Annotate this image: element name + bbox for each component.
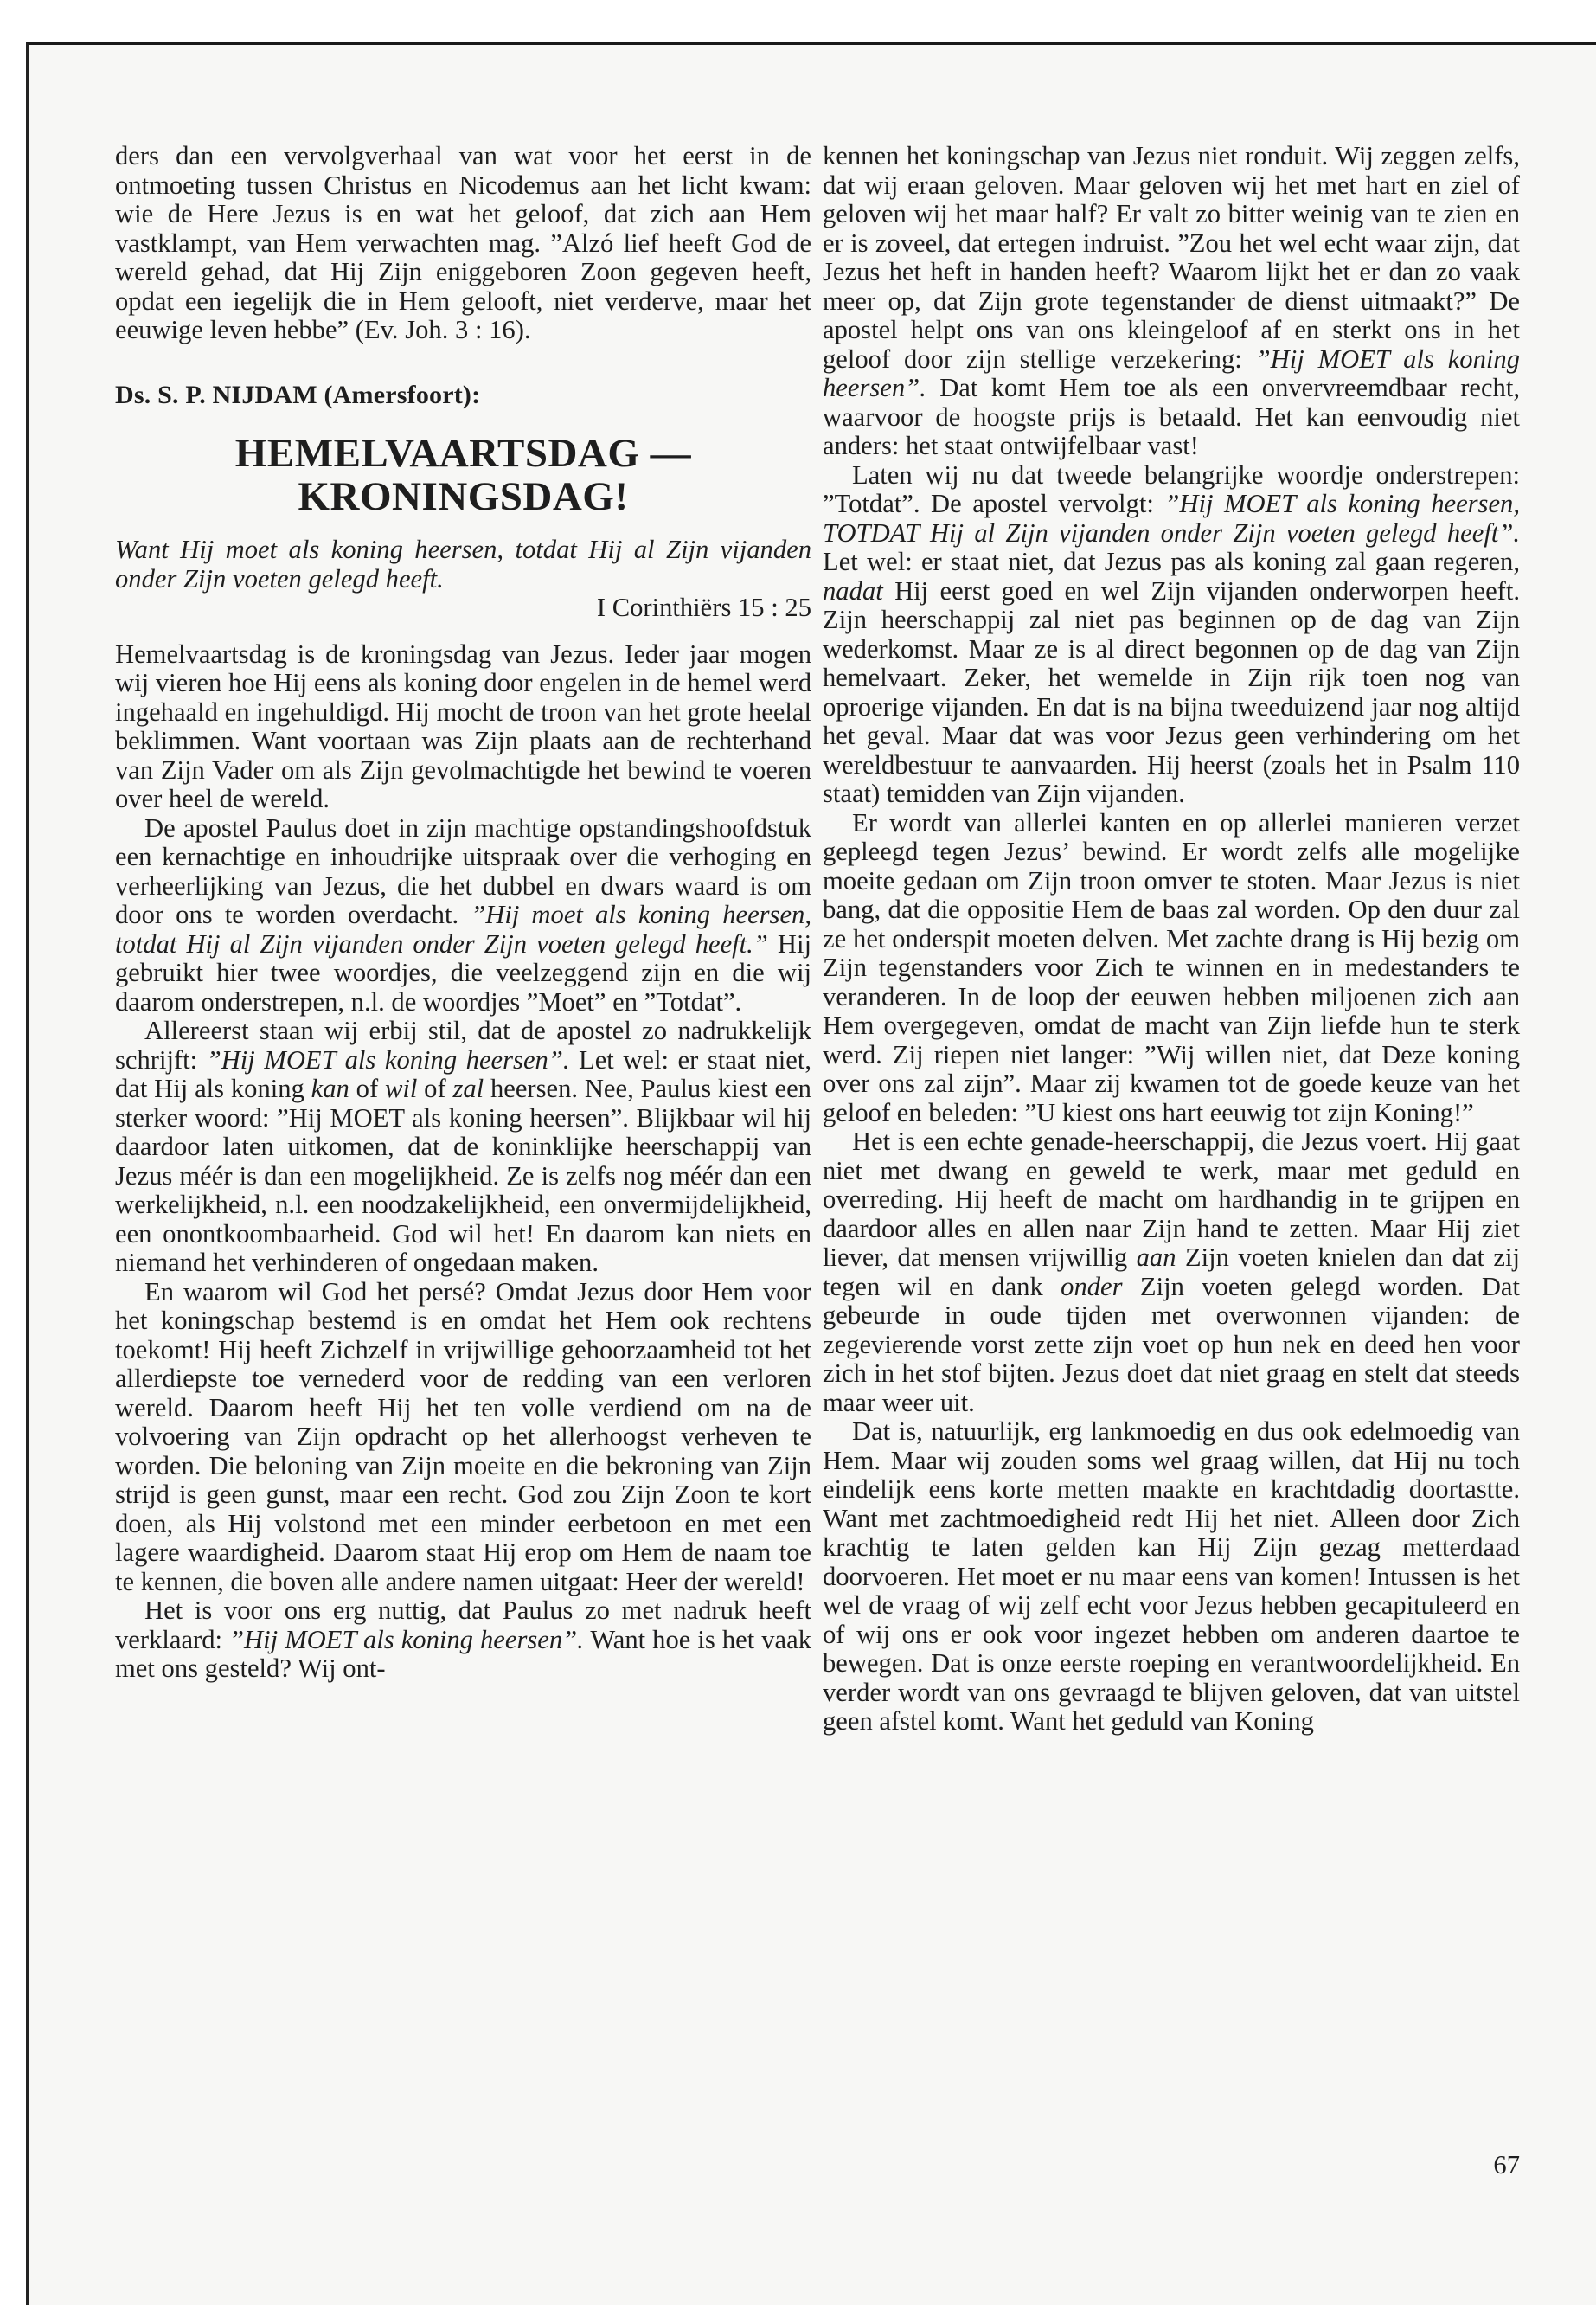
title-line-2: KRONINGSDAG!	[298, 474, 629, 519]
body-paragraph: Het is voor ons erg nuttig, dat Paulus zo met nadruk heeft verklaard: ”Hij MOET als koning heersen”. Want hoe is het vaak met ons gesteld? Wij ont-	[115, 1596, 811, 1683]
title-line-1: HEMELVAARTSDAG —	[234, 431, 692, 476]
page-number: 67	[1493, 2150, 1520, 2180]
body-paragraph: Het is een echte genade-heerschappij, die Jezus voert. Hij gaat niet met dwang en geweld te werk, maar met geduld en overreding. Hij heeft de macht om hardhandig in te grijpen en daardoor alles en allen naar Zijn hand te zetten. Maar Hij ziet liever, dat mensen vrijwillig aan Zijn voeten knielen dan dat zij tegen wil en dank onder Zijn voeten gelegd worden. Dat gebeurde in oude tijden met overwonnen vijanden: de zegevierende vorst zette zijn voet op hun nek en deed hen voor zich in het stof bijten. Jezus doet dat niet graag en stelt dat steeds maar weer uit.	[823, 1127, 1520, 1417]
intro-paragraph: ders dan een vervolgverhaal van wat voor het eerst in de ontmoeting tussen Christus en Nicodemus aan het licht kwam: wie de Here Jezus is en wat het geloof, dat zich aan Hem vastklampt, van Hem verwachten mag. ”Alzó lief heeft God de wereld gehad, dat Hij Zijn eniggeboren Zoon gegeven heeft, opdat een iegelijk die in Hem gelooft, niet verderve, maar het eeuwige leven hebbe” (Ev. Joh. 3 : 16).	[115, 141, 811, 344]
magazine-page	[26, 42, 1596, 2305]
body-paragraph: Hemelvaartsdag is de kroningsdag van Jezus. Ieder jaar mogen wij vieren hoe Hij eens als koning door engelen in de hemel werd ingehaald en ingehuldigd. Hij mocht de troon van het grote heelal beklimmen. Want voortaan was Zijn plaats aan de rechterhand van Zijn Vader om als Zijn gevolmachtigde het bewind te voeren over heel de wereld.	[115, 639, 811, 813]
body-paragraph: De apostel Paulus doet in zijn machtige opstandingshoofdstuk een kernachtige en inhoudrijke uitspraak over die verhoging en verheerlijking van Jezus, die het dubbel en dwars waard is om door ons te worden overdacht. ”Hij moet als koning heersen, totdat Hij al Zijn vijanden onder Zijn voeten gelegd heeft.” Hij gebruikt hier twee woordjes, die veelzeggend zijn en die wij daarom onderstrepen, n.l. de woordjes ”Moet” en ”Totdat”.	[115, 812, 811, 1017]
bible-motto: Want Hij moet als koning heersen, totdat Hij al Zijn vijanden onder Zijn voeten gelegd heeft.	[115, 535, 811, 594]
motto-reference: I Corinthiërs 15 : 25	[596, 593, 811, 622]
body-paragraph: En waarom wil God het persé? Omdat Jezus door Hem voor het koningschap bestemd is en omdat het Hem ook rechtens toekomt! Hij heeft Zichzelf in vrijwillige gehoorzaamheid tot het allerdiepste toe vernederd voor de redding van een verloren wereld. Daarom heeft Hij het ten volle verdiend om na de volvoering van Zijn opdracht op het allerhoogst verheven te worden. Die beloning van Zijn moeite en die bekroning van Zijn strijd is geen gunst, maar een recht. God zou Zijn Zoon te kort doen, als Hij volstond met een minder eerbetoon en met een lagere waardigheid. Daarom staat Hij erop om Hem de naam toe te kennen, die boven alle andere namen uitgaat: Heer der wereld!	[115, 1276, 811, 1596]
body-paragraph: Er wordt van allerlei kanten en op allerlei manieren verzet gepleegd tegen Jezus’ bewind. Er wordt zelfs alle mogelijke moeite gedaan om Zijn troon omver te stoten. Maar Jezus is niet bang, dat die oppositie Hem de baas zal worden. Op den duur zal ze het onderspit moeten delven. Met zachte drang is Hij bezig om Zijn tegenstanders voor Zich te winnen en in medestanders te veranderen. In de loop der eeuwen hebben miljoenen zich aan Hem overgegeven, omdat de macht van Zijn liefde hun te sterk werd. Zij riepen niet langer: ”Wij willen niet, dat Deze koning over ons zal zijn”. Maar zij kwamen tot de goede keuze van het geloof en beleden: ”U kiest ons hart eeuwig tot zijn Koning!”	[823, 807, 1520, 1127]
body-paragraph: Laten wij nu dat tweede belangrijke woordje onderstrepen: ”Totdat”. De apostel vervolgt: ”Hij MOET als koning heersen, TOTDAT Hij al Zijn vijanden onder Zijn voeten gelegd heeft”. Let wel: er staat niet, dat Jezus pas als koning zal gaan regeren, nadat Hij eerst goed en wel Zijn vijanden onderworpen heeft. Zijn heerschappij zal niet pas beginnen op de dag van Zijn wederkomst. Maar ze is al direct begonnen op de dag van Zijn hemelvaart. Zeker, het wemelde in Zijn rijk toen nog van oproerige vijanden. En dat is na bijna tweeduizend jaar nog altijd het geval. Maar dat was voor Jezus geen verhindering om het wereldbestuur te aanvaarden. Hij heerst (zoals het in Psalm 110 staat) temidden van Zijn vijanden.	[823, 459, 1520, 808]
body-paragraph: Allereerst staan wij erbij stil, dat de apostel zo nadrukkelijk schrijft: ”Hij MOET als koning heersen”. Let wel: er staat niet, dat Hij als koning kan of wil of zal heersen. Nee, Paulus kiest een sterker woord: ”Hij MOET als koning heersen”. Blijkbaar wil hij daardoor laten uitkomen, dat de koninklijke heerschappij van Jezus méér is dan een mogelijkheid. Ze is zelfs nog méér dan een werkelijkheid, n.l. een noodzakelijkheid, een onvermijdelijkheid, een onontkoombaarheid. God wil het! En daarom kan niets en niemand het verhinderen of ongedaan maken.	[115, 1016, 811, 1277]
body-paragraph: kennen het koningschap van Jezus niet ronduit. Wij zeggen zelfs, dat wij eraan geloven. Maar geloven wij het met hart en ziel of geloven wij het maar half? Er valt zo bitter weinig van te zien en er is zoveel, dat ertegen indruist. ”Zou het wel echt waar zijn, dat Jezus het heft in handen heeft? Waarom lijkt het er dan zo vaak meer op, dat Zijn grote tegenstander de dienst uitmaakt?” De apostel helpt ons van ons kleingeloof af en sterkt ons in het geloof door zijn stellige verzekering: ”Hij MOET als koning heersen”. Dat komt Hem toe als een onvervreemdbaar recht, waarvoor de hoogste prijs is betaald. Het kan eenvoudig niet anders: het staat ontwijfelbaar vast!	[823, 141, 1520, 460]
author-byline: Ds. S. P. NIJDAM (Amersfoort):	[115, 380, 481, 409]
article-title	[115, 432, 811, 518]
body-paragraph: Dat is, natuurlijk, erg lankmoedig en dus ook edelmoedig van Hem. Maar wij zouden soms wel graag willen, dat Hij nu toch eindelijk eens korte metten maakte en krachtdadig doortastte. Want met zachtmoedigheid redt Hij het niet. Alleen door Zich krachtig te laten gelden kan Hij Zijn gezag metterdaad doorvoeren. Het moet er nu maar eens van komen! Intussen is het wel de vraag of wij zelf echt voor Jezus hebben gecapituleerd en of wij ons er ook voor ingezet hebben om anderen daartoe te bewegen. Dat is onze eerste roeping en verantwoordelijkheid. En verder wordt van ons gevraagd te blijven geloven, dat van uitstel geen afstel komt. Want het geduld van Koning	[823, 1416, 1520, 1736]
right-column	[823, 142, 1520, 1737]
left-column	[115, 142, 811, 1684]
